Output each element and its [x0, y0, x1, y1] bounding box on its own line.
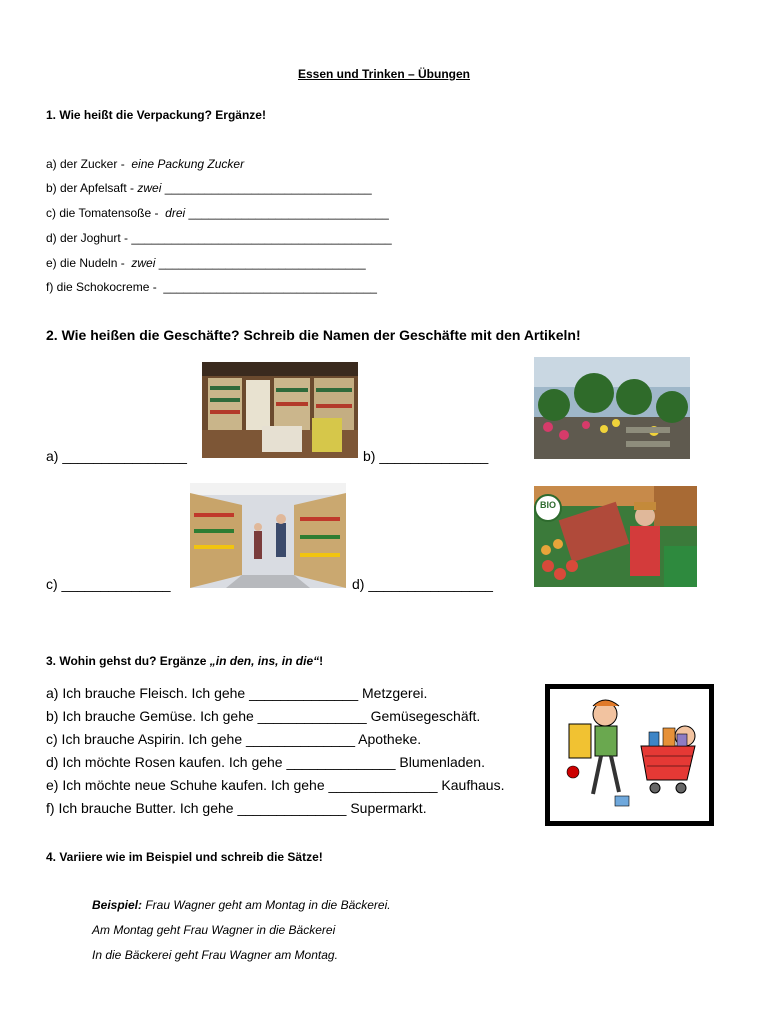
- section3-heading: 3. Wohin gehst du? Ergänze „in den, ins, in die“!: [46, 654, 324, 668]
- sentence-f: f) Ich brauche Butter. Ich gehe ______________ Supermarkt.: [46, 800, 427, 816]
- bio-logo-label: BIO: [539, 500, 556, 510]
- example-line-2: Am Montag geht Frau Wagner in die Bäckerei: [92, 923, 336, 937]
- list-item: c) die Tomatensoße - drei ______________________________: [46, 206, 389, 220]
- sentence-c: c) Ich brauche Aspirin. Ich gehe ______________ Apotheke.: [46, 731, 422, 747]
- list-item: f) die Schokocreme - ________________________________: [46, 280, 377, 294]
- section1-heading: 1. Wie heißt die Verpackung? Ergänze!: [46, 108, 266, 122]
- sentence-b: b) Ich brauche Gemüse. Ich gehe ______________ Gemüsegeschäft.: [46, 708, 481, 724]
- page-title: Essen und Trinken – Übungen: [297, 67, 471, 81]
- example-line-1: Beispiel: Frau Wagner geht am Montag in die Bäckerei.: [92, 898, 391, 912]
- answer-blank[interactable]: _______________________________: [158, 256, 366, 270]
- list-item: b) der Apfelsaft - zwei _______________________________: [46, 181, 372, 195]
- flower-shop-image: [534, 357, 690, 459]
- sentence-a: a) Ich brauche Fleisch. Ich gehe ______________ Metzgerei.: [46, 685, 428, 701]
- section2-heading: 2. Wie heißen die Geschäfte? Schreib die Namen der Geschäfte mit den Artikeln!: [46, 327, 581, 343]
- shop-a-blank[interactable]: a) ________________: [46, 448, 187, 464]
- answer-blank[interactable]: ______________________________: [188, 206, 389, 220]
- shop-d-blank[interactable]: d) ________________: [352, 576, 493, 592]
- answer-blank[interactable]: ________________________________: [163, 280, 377, 294]
- answer-blank[interactable]: _______________________________________: [131, 231, 392, 245]
- list-item: e) die Nudeln - zwei _______________________________: [46, 256, 366, 270]
- pharmacy-image: [202, 362, 358, 458]
- shopping-cartoon-image: [545, 684, 714, 826]
- shop-c-blank[interactable]: c) ______________: [46, 576, 171, 592]
- answer-blank[interactable]: _______________________________: [164, 181, 372, 195]
- section4-heading: 4. Variiere wie im Beispiel und schreib die Sätze!: [46, 850, 323, 864]
- bio-grocer-image: [534, 486, 697, 587]
- example-line-3: In die Bäckerei geht Frau Wagner am Montag.: [92, 948, 338, 962]
- list-item: a) der Zucker - eine Packung Zucker: [46, 157, 245, 171]
- sentence-e: e) Ich möchte neue Schuhe kaufen. Ich gehe ______________ Kaufhaus.: [46, 777, 505, 793]
- sentence-d: d) Ich möchte Rosen kaufen. Ich gehe ______________ Blumenladen.: [46, 754, 485, 770]
- shop-b-blank[interactable]: b) ______________: [363, 448, 489, 464]
- supermarket-image: [190, 483, 346, 588]
- list-item: d) der Joghurt - _______________________________________: [46, 231, 392, 245]
